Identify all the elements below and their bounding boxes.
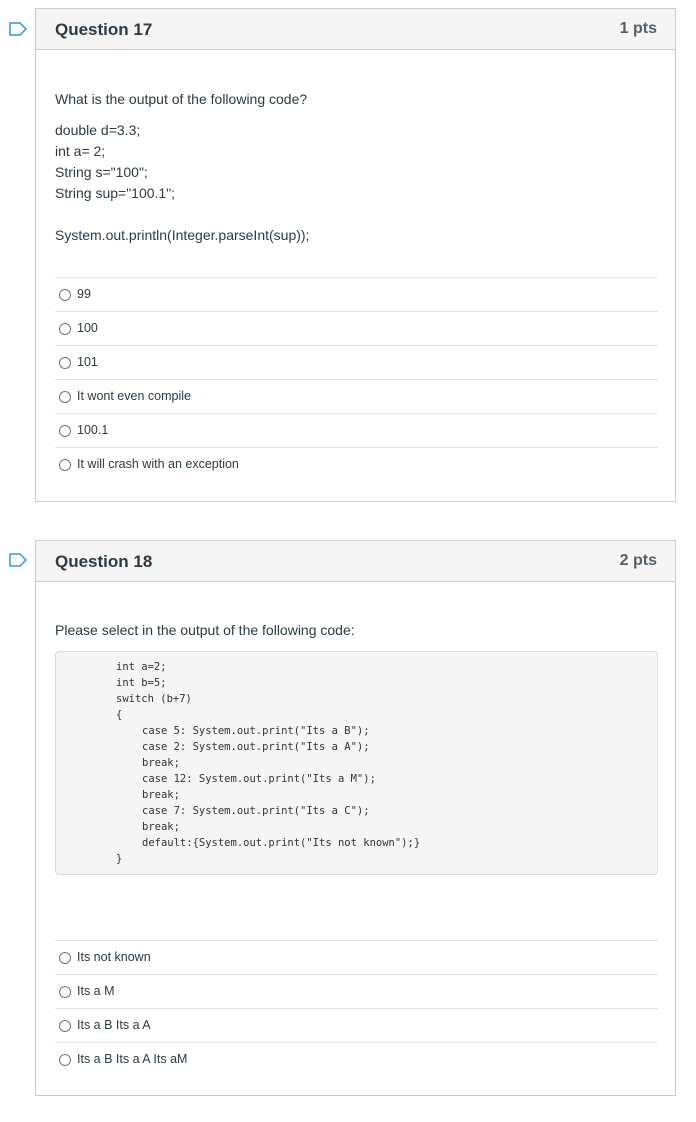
answer-option[interactable] bbox=[55, 447, 658, 481]
question-18-card bbox=[35, 540, 676, 1096]
code-line: switch (b+7) bbox=[116, 693, 192, 705]
answer-option[interactable] bbox=[55, 940, 658, 974]
question-prompt: Please select in the output of the following code: bbox=[55, 622, 355, 638]
code-line: case 7: System.out.print("Its a C"); bbox=[142, 805, 370, 817]
code-line: int b=5; bbox=[116, 677, 167, 689]
bookmark-flag-icon[interactable] bbox=[9, 22, 27, 36]
code-line: default:{System.out.print("Its not known");} bbox=[142, 837, 421, 849]
radio-button[interactable] bbox=[59, 459, 71, 471]
answer-option[interactable] bbox=[55, 311, 658, 345]
question-17-card bbox=[35, 8, 676, 502]
radio-button[interactable] bbox=[59, 289, 71, 301]
answer-option[interactable] bbox=[55, 277, 658, 311]
question-prompt: What is the output of the following code? bbox=[55, 91, 308, 107]
radio-button[interactable] bbox=[59, 391, 71, 403]
answer-label: Its not known bbox=[77, 950, 151, 964]
bookmark-flag-icon[interactable] bbox=[9, 553, 27, 567]
code-line: case 5: System.out.print("Its a B"); bbox=[142, 725, 370, 737]
radio-button[interactable] bbox=[59, 986, 71, 998]
answer-label: Its a B Its a A Its aM bbox=[77, 1052, 188, 1066]
answer-label: Its a M bbox=[77, 984, 115, 998]
answer-option[interactable] bbox=[55, 1008, 658, 1042]
answer-label: 100.1 bbox=[77, 423, 109, 437]
code-line: case 2: System.out.print("Its a A"); bbox=[142, 741, 370, 753]
answer-option[interactable] bbox=[55, 413, 658, 447]
code-line: break; bbox=[142, 821, 180, 833]
code-line: int a=2; bbox=[116, 661, 167, 673]
radio-button[interactable] bbox=[59, 357, 71, 369]
answer-label: It will crash with an exception bbox=[77, 457, 239, 471]
question-points: 2 pts bbox=[619, 552, 657, 569]
code-line: int a= 2; bbox=[55, 143, 106, 159]
code-line: System.out.println(Integer.parseInt(sup)); bbox=[55, 227, 310, 243]
radio-button[interactable] bbox=[59, 1020, 71, 1032]
code-line: { bbox=[116, 709, 123, 721]
code-block bbox=[55, 651, 658, 875]
answer-label: It wont even compile bbox=[77, 389, 191, 403]
answer-list bbox=[55, 940, 658, 1076]
code-line: String sup="100.1"; bbox=[55, 185, 176, 201]
answer-option[interactable] bbox=[55, 974, 658, 1008]
answer-option[interactable] bbox=[55, 345, 658, 379]
answer-label: 99 bbox=[77, 287, 91, 301]
radio-button[interactable] bbox=[59, 323, 71, 335]
question-17-header bbox=[36, 9, 675, 50]
question-18-header bbox=[36, 541, 675, 582]
answer-label: 101 bbox=[77, 355, 98, 369]
radio-button[interactable] bbox=[59, 1054, 71, 1066]
answer-label: 100 bbox=[77, 321, 98, 335]
code-line: break; bbox=[142, 789, 180, 801]
answer-option[interactable] bbox=[55, 379, 658, 413]
answer-list bbox=[55, 277, 658, 481]
answer-option[interactable] bbox=[55, 1042, 658, 1076]
code-line: String s="100"; bbox=[55, 164, 148, 180]
code-line: case 12: System.out.print("Its a M"); bbox=[142, 773, 376, 785]
question-title: Question 18 bbox=[55, 552, 153, 571]
question-title: Question 17 bbox=[55, 20, 153, 39]
radio-button[interactable] bbox=[59, 952, 71, 964]
code-line: break; bbox=[142, 757, 180, 769]
question-points: 1 pts bbox=[619, 20, 657, 37]
code-line: } bbox=[116, 853, 123, 865]
answer-label: Its a B Its a A bbox=[77, 1018, 151, 1032]
code-line: double d=3.3; bbox=[55, 122, 141, 138]
radio-button[interactable] bbox=[59, 425, 71, 437]
